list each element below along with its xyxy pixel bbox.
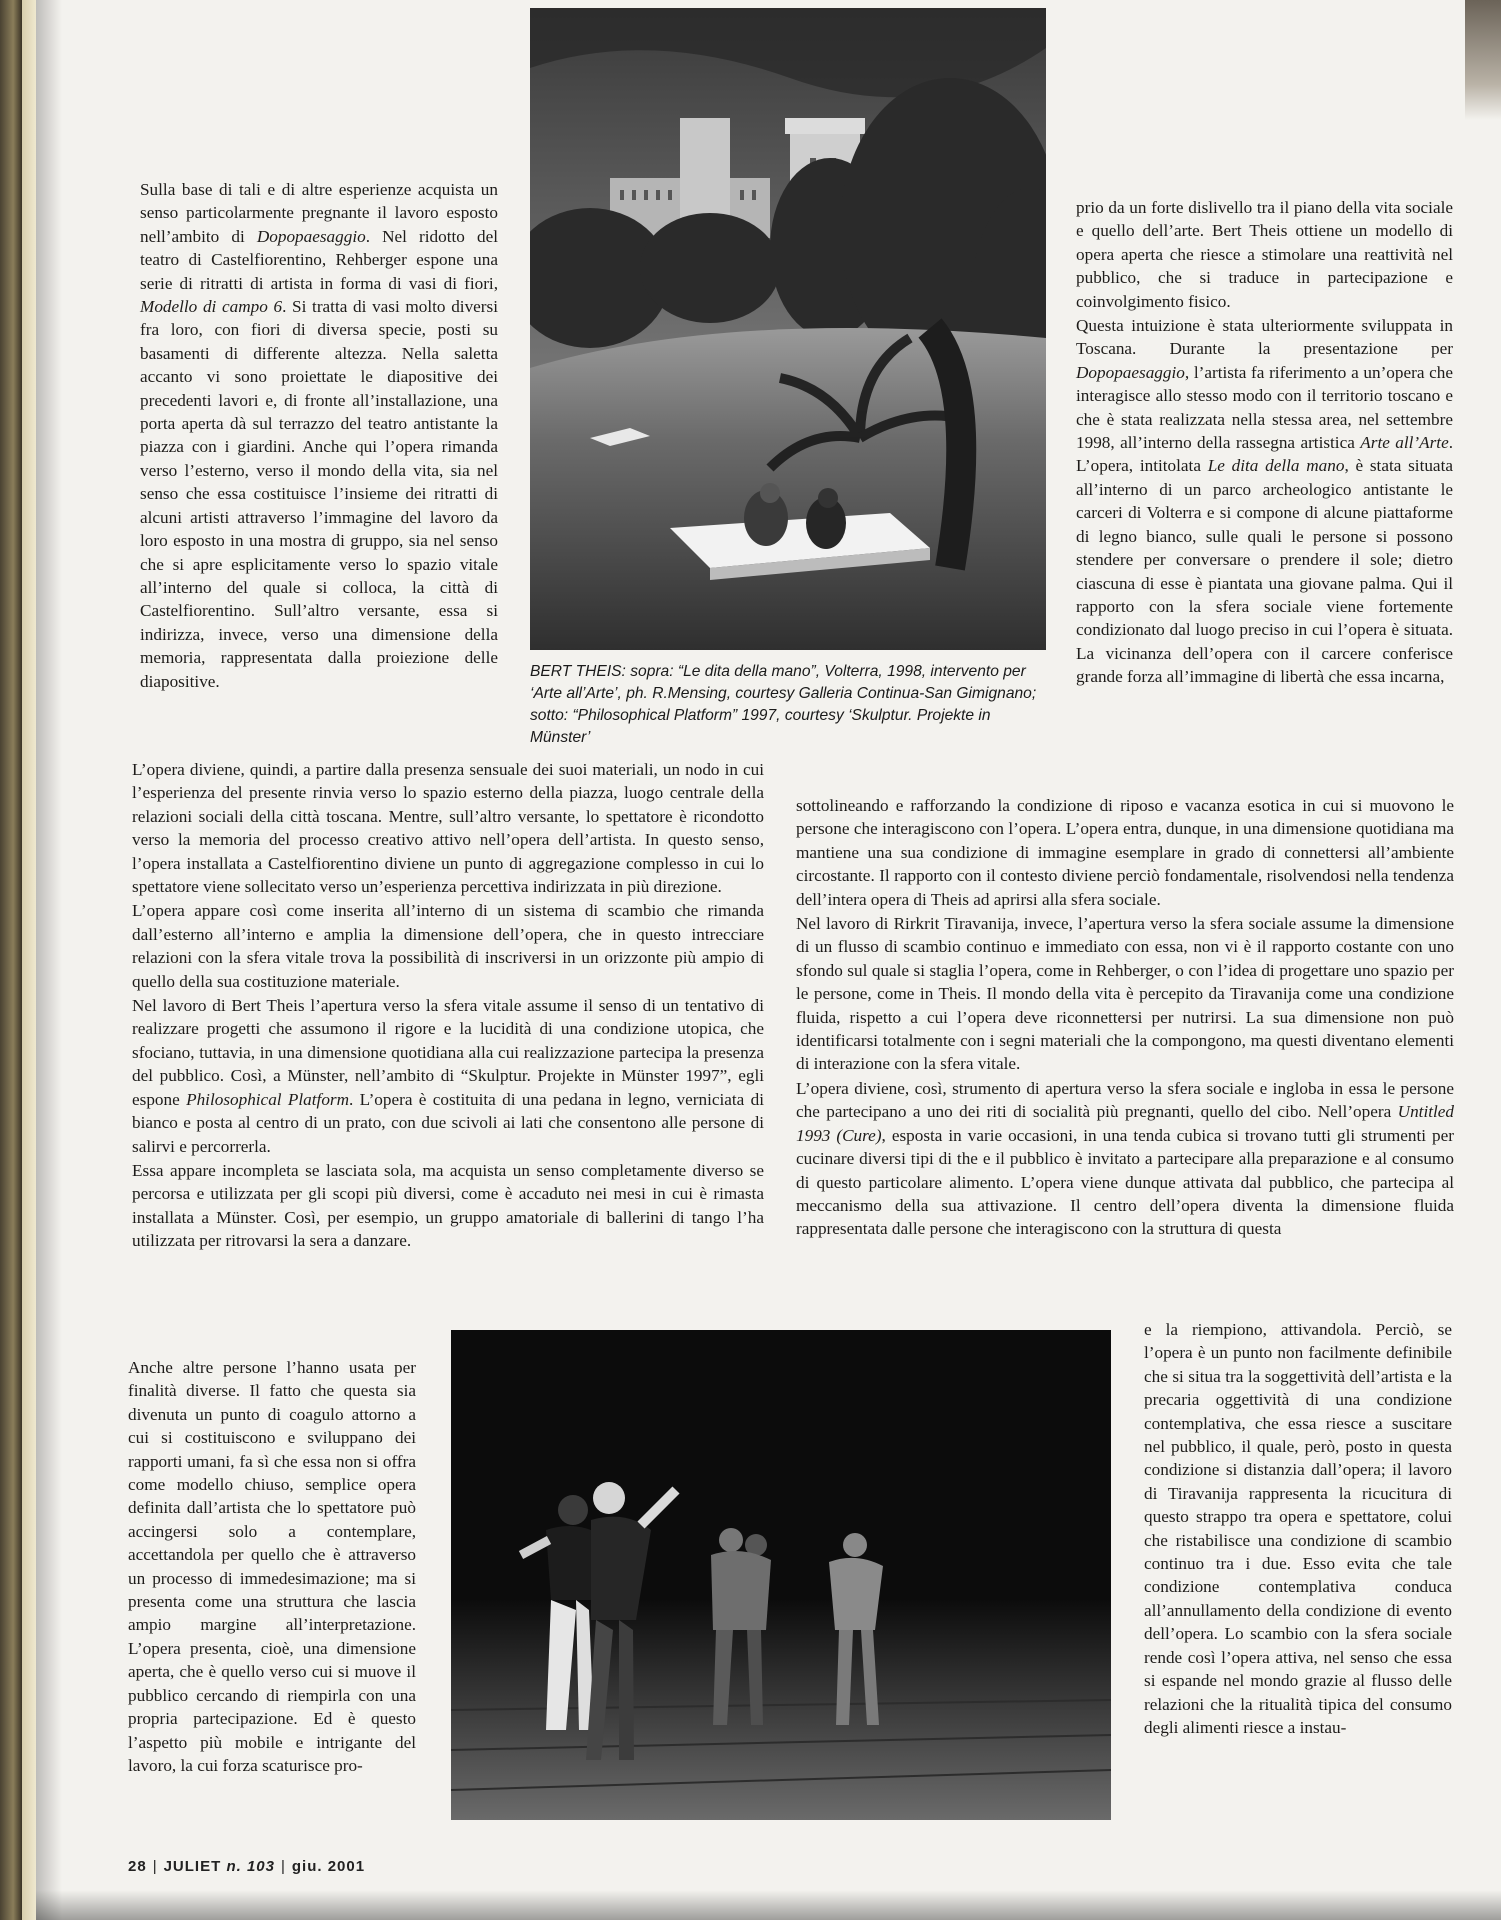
paragraph: Anche altre persone l’hanno usata per finalità diverse. Il fatto che questa sia divenuta un punto di coagulo attorno a cui si costituiscono e sviluppano dei rapporti umani, fa sì che essa non si offra come modello chiuso, semplice opera definita dall’artista che lo spettatore può accingersi solo a contemplare, accettandola per quello che è attraverso un processo di immedesimazione; ma si presenta come una struttura che lascia ampio margine all’interpretazione. L’opera presenta, cioè, una dimensione aperta, che è quello verso cui si muove il pubblico cercando di riempirla con una propria partecipazione. Ed è questo l’aspetto più mobile e intrigante del lavoro, la cui forza scaturisce pro- <box>128 1358 416 1775</box>
page-number: 28 <box>128 1858 147 1875</box>
paragraph: Nel lavoro di Bert Theis l’apertura verso la sfera vitale assume il senso di un tentativo di realizzare progetti che assumono il rigore e la lucidità di una condizione utopica, che sfociano, tuttavia, in una dimensione quotidiana alla cui realizzazione partecipa la presenza del pubblico. Così, a Münster, nell’ambito di “Skulptur. Projekte in Münster 1997”, egli espone Philosophical Platform. L’opera è costituita di una pedana in legno, verniciata di bianco e posta al centro di un prato, con due scivoli ai lati che consentono alle persone di salirvi e percorrerla. <box>132 996 764 1156</box>
gutter-shadow <box>36 0 62 1920</box>
left-column-wide <box>132 758 764 1253</box>
italic-title: Philosophical Platform <box>186 1089 350 1109</box>
paragraph: prio da un forte dislivello tra il piano della vita sociale e quello dell’arte. Bert Theis ottiene un modello di opera aperta che riesce a stimolare una reattività nel pubblico, che si traduce in partecipazione e coinvolgimento fisico. <box>1076 198 1453 311</box>
paragraph: Sulla base di tali e di altre esperienze acquista un senso particolarmente pregnante il lavoro esposto nell’ambito di Dopopaesaggio. Nel ridotto del teatro di Castelfiorentino, Rehberger espone una serie di ritratti di artista in forma di vasi di fiori, Modello di campo 6. Si tratta di vasi molto diversi fra loro, con fiori di diversa specie, posti su basamenti di differente altezza. Nella saletta accanto vi sono proiettate le diapositive dei precedenti lavori e, di fronte all’installazione, una porta aperta dà sul terrazzo del teatro antistante la piazza con i giardini. Anche qui l’opera rimanda verso l’esterno, verso il mondo della vita, sia nel senso che essa costituisce l’insieme dei ritratti di alcuni artisti attraverso l’immagine del lavoro da loro esposto in una mostra di gruppo, sia nel senso che si apre esplicitamente verso lo spazio vitale all’interno del quale si colloca, la città di Castelfiorentino. Sull’altro versante, essa si indirizza, invece, verso una dimensione della memoria, rappresentata dalla proiezione delle diapositive. <box>140 180 498 691</box>
left-column-bottom <box>128 1356 416 1777</box>
photo-volterra-image <box>530 8 1046 650</box>
italic-title: Arte all’Arte <box>1360 433 1449 453</box>
photo-tango-dancers-image <box>451 1330 1111 1820</box>
paragraph: sottolineando e rafforzando la condizione di riposo e vacanza esotica in cui si muovono le persone che interagiscono con l’opera. L’opera entra, dunque, in una dimensione quotidiana ma mantiene una sua condizione di immagine esemplare in grado di connettersi all’ambiente circostante. Il rapporto con il contesto diviene perciò fondamentale, risolvendosi nella tendenza dell’intera opera di Theis ad aprirsi alla sfera sociale. <box>796 796 1454 909</box>
issue-number: n. 103 <box>226 1858 275 1875</box>
right-column-wide <box>796 794 1454 1241</box>
paragraph: L’opera diviene, così, strumento di apertura verso la sfera sociale e ingloba in essa le persone che partecipano a uno dei riti di socialità più pregnanti, quello del cibo. Nell’opera Untitled 1993 (Cure), esposta in varie occasioni, in una tenda cubica si trovano tutti gli strumenti per cucinare diversi tipi di the e il pubblico è invitato a partecipare alla preparazione e al consumo di questo particolare alimento. L’opera viene dunque attivata dal pubblico, che partecipa al meccanismo della sua attivazione. Il centro dell’opera diventa la dimensione fluida rappresentata dalle persone che interagiscono con la struttura di questa <box>796 1078 1454 1239</box>
binding-spine <box>0 0 22 1920</box>
page-curl <box>1465 0 1501 120</box>
paragraph: Nel lavoro di Rirkrit Tiravanija, invece, l’apertura verso la sfera sociale assume la dimensione di un flusso di scambio continuo e immediato con essa, non vi è il rapporto costante con uno sfondo sul quale si staglia l’opera, come in Rehberger, o con l’idea di progettare uno spazio per le persone, come in Theis. Il mondo della vita è percepito da Tiravanija come una condizione fluida, rispetto a cui l’opera deve riconnettersi per nutrirsi. La sua dimensione non può identificarsi totalmente con i segni materiali che la compongono, ma questi diventano elementi di interazione con la sfera vitale. <box>796 914 1454 1074</box>
paragraph: e la riempiono, attivandola. Perciò, se l’opera è un punto non facilmente definibile che si situa tra la soggettività dell’artista e la precaria oggettività di una condizione contemplativa, che essa riesce a suscitare nel pubblico, il quale, però, posto in questa condizione si distanzia dall’opera; il lavoro di Tiravanija rappresenta la ricucitura di questo strappo tra opera e spettatore, colui che ristabilisce una condizione di scambio continuo tra i due. Esso evita che tale condizione contemplativa conduca all’annullamento della condizione di evento dell’opera. Lo scambio con la sfera sociale rende così l’opera attiva, nel senso che essa si espande nel mondo grazie al flusso delle relazioni che la ritualità tipica del consumo degli alimenti riesce a instau- <box>1144 1320 1452 1737</box>
photo-caption <box>530 661 1040 749</box>
italic-title: Dopopaesaggio <box>256 226 366 246</box>
photo-caption-text: BERT THEIS: sopra: “Le dita della mano”, Volterra, 1998, intervento per ‘Arte all’Arte’, ph. R.Mensing, courtesy Galleria Continua-San Gimignano; sotto: “Philosophical Platform” 1997, courtesy ‘Skulptur. Projekte in Münster’ <box>530 663 1037 746</box>
magazine-name: JULIET <box>163 1858 222 1875</box>
paragraph: Questa intuizione è stata ulteriormente sviluppata in Toscana. Durante la presentazione per Dopopaesaggio, l’artista fa riferimento a un’opera che interagisce allo stesso modo con il territorio toscano e che è stata realizzata nella stessa area, nel settembre 1998, all’interno della rassegna artistica Arte all’Arte. L’opera, intitolata Le dita della mano, è stata situata all’interno di un parco archeologico antistante le carceri di Volterra e si compone di alcune piattaforme di legno bianco, sulle quali le persone si possono stendere per conversare o prendere il sole; dietro ciascuna di esse è piantata una giovane palma. Qui il rapporto con la sfera sociale viene fortemente condizionato dal luogo preciso in cui l’opera è situata. La vicinanza dell’opera con il carcere conferisce grande forza all’immagine di libertà che essa incarna, <box>1076 316 1453 687</box>
previous-page-edge <box>22 0 36 1920</box>
paragraph: Essa appare incompleta se lasciata sola, ma acquista un senso completamente diverso se percorsa e utilizzata per gli scopi più diversi, come è accaduto nei mesi in cui è rimasta installata a Münster. Così, per esempio, un gruppo amatoriale di ballerini di tango l’ha utilizzata per ritrovarsi la sera a danzare. <box>132 1160 764 1251</box>
issue-date: giu. 2001 <box>291 1858 366 1875</box>
right-column-top <box>1076 196 1453 689</box>
italic-title: Untitled 1993 (Cure) <box>796 1102 1454 1145</box>
photo-philosophical-platform <box>451 1330 1111 1820</box>
paragraph: L’opera appare così come inserita all’interno di un sistema di scambio che rimanda dall’esterno all’interno e amplia la dimensione dell’opera, che in questo intrecciare relazioni con la sfera vitale trova la possibilità di inscriversi in un orizzonte più ampio di quello della sua costituzione materiale. <box>132 901 764 991</box>
paragraph: L’opera diviene, quindi, a partire dalla presenza sensuale dei suoi materiali, un nodo in cui l’esperienza del presente rinvia verso lo spazio esterno della piazza, luogo centrale della relazioni sociali della città toscana. Mentre, sull’altro versante, lo spettatore è ricondotto verso la memoria del processo creativo attivo nell’opera dell’artista. In questo senso, l’opera installata a Castelfiorentino diviene un punto di aggregazione complesso in cui lo spettatore viene sollecitato verso un’esperienza percettiva indirizzata in più direzione. <box>132 760 764 897</box>
italic-title: Le dita della mano <box>1207 456 1345 476</box>
page-footer: 28 | JULIET n. 103 | giu. 2001 <box>128 1858 366 1875</box>
italic-title: Dopopaesaggio <box>1076 362 1185 382</box>
photo-le-dita-della-mano <box>530 8 1046 650</box>
right-column-bottom <box>1144 1318 1452 1739</box>
italic-title: Modello di campo 6 <box>140 297 283 317</box>
page-bottom-shadow <box>36 1890 1501 1920</box>
left-column-top <box>140 178 498 693</box>
